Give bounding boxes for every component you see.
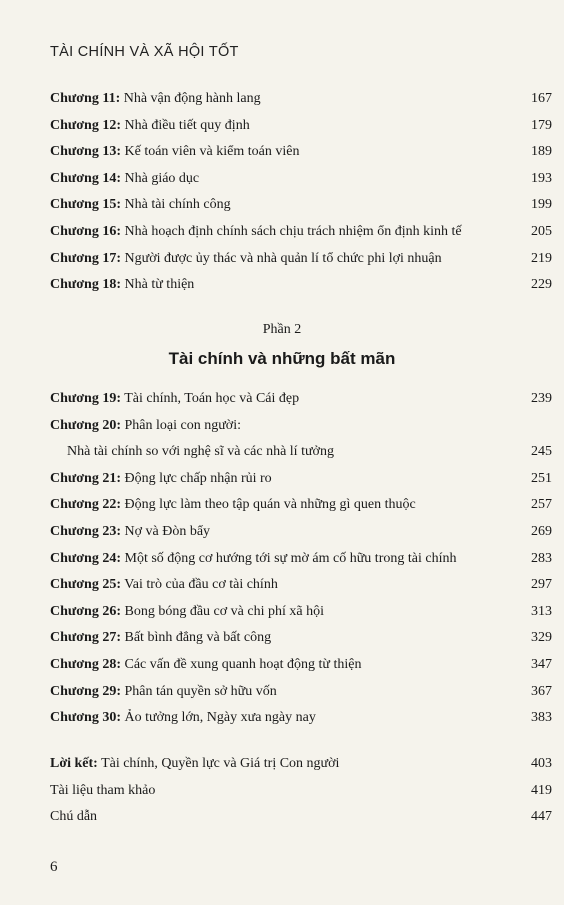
toc-entry	[50, 708, 552, 735]
page-ref: 245	[531, 444, 552, 460]
toc-part2-chapters	[50, 389, 552, 735]
toc-entry	[50, 754, 552, 781]
chapter-title: Tài chính, Toán học và Cái đẹp	[124, 391, 300, 406]
toc-entry	[50, 275, 552, 302]
chapter-number: Chương 16:	[50, 223, 121, 239]
toc-entry	[50, 116, 552, 143]
toc-entry-label	[50, 655, 361, 675]
chapter-title: Phân tán quyền sở hữu vốn	[124, 683, 277, 699]
toc-entry	[50, 416, 552, 443]
toc-entry	[50, 781, 552, 808]
chapter-number: Chương 29:	[50, 683, 121, 699]
chapter-title: Nhà tài chính so với nghệ sĩ và các nhà lí tưởng	[67, 444, 334, 460]
toc-entry-label	[50, 781, 155, 801]
toc-entry	[50, 522, 552, 549]
page-ref: 329	[531, 630, 552, 646]
chapter-title: Động lực làm theo tập quán và những gì quen thuộc	[124, 497, 416, 513]
toc-entry	[50, 575, 552, 602]
chapter-number: Chương 17:	[50, 250, 121, 266]
chapter-title: Kế toán viên và kiểm toán viên	[124, 144, 300, 160]
toc-entry	[50, 682, 552, 709]
chapter-title: Tài liệu tham khảo	[50, 782, 156, 798]
chapter-title: Nhà tài chính công	[124, 197, 231, 213]
chapter-title: Các vấn đề xung quanh hoạt động từ thiện	[124, 656, 362, 672]
page-ref: 199	[531, 197, 552, 213]
chapter-number: Chương 24:	[50, 550, 121, 566]
running-header: TÀI CHÍNH VÀ XÃ HỘI TỐT	[50, 44, 239, 60]
toc-entry	[50, 807, 552, 834]
chapter-title: Nhà từ thiện	[124, 277, 195, 293]
chapter-number: Chương 26:	[50, 603, 121, 619]
page-ref: 205	[531, 223, 552, 239]
toc-entry	[50, 469, 552, 496]
chapter-number: Chương 12:	[50, 117, 121, 133]
toc-entry-label	[50, 195, 231, 215]
page-ref: 403	[531, 756, 552, 771]
chapter-title: Ảo tưởng lớn, Ngày xưa ngày nay	[124, 710, 316, 726]
toc-entry	[50, 222, 552, 249]
page-ref: 313	[531, 603, 552, 619]
toc-back-matter	[50, 754, 552, 834]
toc-entry-label	[50, 522, 210, 542]
chapter-number: Chương 15:	[50, 197, 121, 213]
toc-entry	[50, 442, 552, 469]
page-ref: 383	[531, 710, 552, 726]
chapter-title: Nhà giáo dục	[124, 170, 200, 186]
toc-entry	[50, 655, 552, 682]
page-ref: 419	[531, 782, 552, 798]
toc-entry-label	[67, 442, 334, 462]
chapter-title: Phân loại con người:	[124, 417, 241, 433]
chapter-title: Nhà điều tiết quy định	[124, 117, 250, 133]
page-ref: 189	[531, 144, 552, 160]
chapter-title: Động lực chấp nhận rủi ro	[124, 470, 272, 486]
chapter-number: Lời kết:	[50, 756, 98, 771]
page-ref: 219	[531, 250, 552, 266]
chapter-title: Một số động cơ hướng tới sự mờ ám cố hữu trong tài chính	[124, 550, 457, 566]
chapter-title: Nợ và Đòn bẩy	[124, 523, 211, 539]
toc-entry	[50, 89, 552, 116]
page-ref: 251	[531, 470, 552, 486]
chapter-number: Chương 14:	[50, 170, 121, 186]
toc-entry	[50, 195, 552, 222]
chapter-title: Nhà vận động hành lang	[123, 91, 261, 106]
toc-entry-label	[50, 754, 339, 774]
toc-entry	[50, 602, 552, 629]
page-ref: 283	[531, 550, 552, 566]
chapter-number: Chương 19:	[50, 391, 121, 406]
part-number: Phần 2	[262, 322, 302, 337]
toc-entry	[50, 549, 552, 576]
page-ref: 193	[531, 170, 552, 186]
chapter-number: Chương 25:	[50, 577, 121, 593]
chapter-number: Chương 30:	[50, 710, 121, 726]
chapter-number: Chương 27:	[50, 630, 121, 646]
page-number: 6	[50, 859, 58, 875]
toc-entry-label	[50, 222, 462, 242]
toc-entry-label	[50, 469, 272, 489]
toc-entry-label	[50, 116, 250, 136]
toc-entry-label	[50, 389, 299, 409]
toc-entry-label	[50, 169, 199, 189]
toc-entry	[50, 495, 552, 522]
toc-entry	[50, 169, 552, 196]
toc-entry-label	[50, 682, 277, 702]
page-ref: 367	[531, 683, 552, 699]
toc-entry-label	[50, 495, 416, 515]
page-ref: 179	[531, 117, 552, 133]
page-ref: 167	[531, 91, 552, 106]
toc-entry-label	[50, 416, 241, 436]
chapter-title: Vai trò của đầu cơ tài chính	[124, 577, 278, 593]
chapter-title: Tài chính, Quyền lực và Giá trị Con người	[101, 756, 340, 771]
toc-entry-label	[50, 807, 97, 827]
chapter-number: Chương 18:	[50, 277, 121, 293]
page-ref: 347	[531, 656, 552, 672]
chapter-title: Chú dẫn	[50, 809, 98, 825]
toc-part1-chapters	[50, 89, 552, 302]
toc-entry	[50, 142, 552, 169]
chapter-number: Chương 11:	[50, 91, 121, 106]
page-ref: 229	[531, 277, 552, 293]
chapter-number: Chương 20:	[50, 417, 121, 433]
page-ref: 297	[531, 577, 552, 593]
chapter-number: Chương 21:	[50, 470, 121, 486]
page-ref: 257	[531, 497, 552, 513]
toc-entry-label	[50, 142, 299, 162]
toc-entry-label	[50, 602, 324, 622]
toc-entry-label	[50, 249, 442, 269]
chapter-number: Chương 23:	[50, 523, 121, 539]
toc-entry	[50, 389, 552, 416]
chapter-title: Bất bình đẳng và bất công	[124, 630, 272, 646]
toc-entry-label	[50, 628, 271, 648]
page-ref: 239	[531, 391, 552, 406]
page-ref: 447	[531, 809, 552, 825]
chapter-title: Người được ủy thác và nhà quản lí tổ chức phi lợi nhuận	[124, 250, 442, 266]
toc-entry-label	[50, 575, 278, 595]
toc-entry-label	[50, 708, 316, 728]
toc-entry-label	[50, 89, 261, 109]
chapter-number: Chương 22:	[50, 497, 121, 513]
toc-entry-label	[50, 549, 456, 569]
chapter-title: Bong bóng đầu cơ và chi phí xã hội	[124, 603, 324, 619]
chapter-number: Chương 13:	[50, 144, 121, 160]
toc-entry	[50, 249, 552, 276]
part-title: Tài chính và những bất mãn	[168, 349, 396, 368]
toc-entry	[50, 628, 552, 655]
chapter-number: Chương 28:	[50, 656, 121, 672]
page-ref: 269	[531, 523, 552, 539]
chapter-title: Nhà hoạch định chính sách chịu trách nhiệm ổn định kinh tế	[124, 223, 462, 239]
toc-entry-label	[50, 275, 194, 295]
